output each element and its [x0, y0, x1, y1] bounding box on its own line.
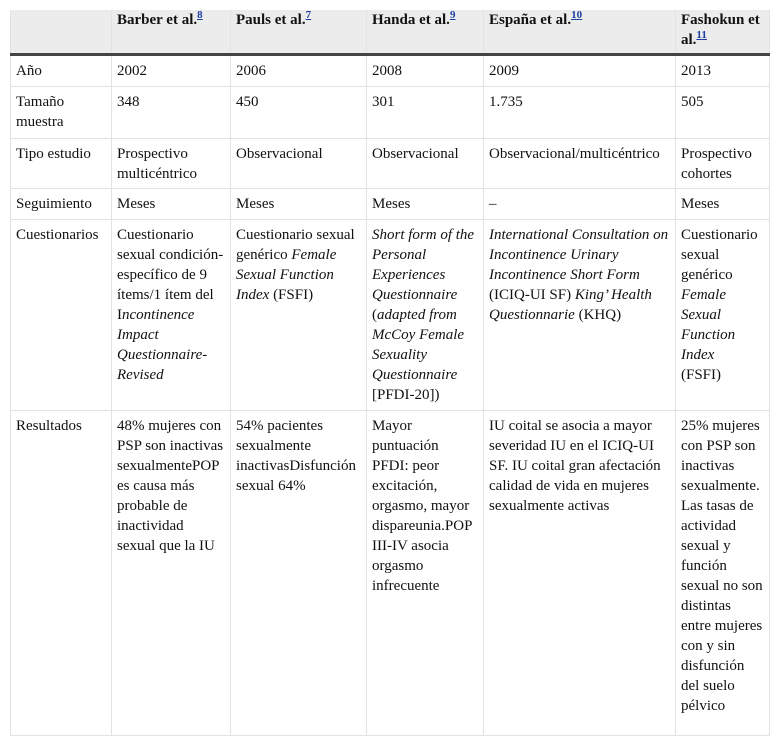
citation-link-10[interactable]: 10 [571, 9, 583, 21]
table-cell: 2013 [676, 55, 770, 87]
table-cell: – [484, 189, 676, 220]
table-cell: 505 [676, 87, 770, 139]
citation-link-7[interactable]: 7 [305, 9, 312, 21]
table-row-follow-up [11, 189, 770, 220]
table-cell: 2008 [367, 55, 484, 87]
table-row-study-type [11, 139, 770, 189]
table-cell: 2002 [112, 55, 231, 87]
table-cell: 2006 [231, 55, 367, 87]
table-cell: 54% pacientes sexualmente inactivasDisfunción sexual 64% [231, 411, 367, 736]
header-pauls [231, 10, 367, 55]
table-cell-handa: Short form of the Personal Experiences Questionnaire (adapted from McCoy Female Sexuality Questionnaire [PFDI-20]) [367, 220, 484, 411]
table-cell: Meses [112, 189, 231, 220]
header-handa [367, 10, 484, 55]
table-cell: Prospectivo multicéntrico [112, 139, 231, 189]
header-fashokun [676, 10, 770, 55]
header-label: España et al. [489, 12, 572, 28]
table-row-questionnaires [11, 220, 770, 411]
table-cell-fashokun: Cuestionario sexual genérico Female Sexual Function Index (FSFI) [676, 220, 770, 411]
header-row [11, 10, 770, 55]
citation-link-8[interactable]: 8 [197, 9, 203, 21]
table-cell: 48% mujeres con PSP son inactivas sexualmentePOP es causa más probable de inactividad sexual que la IU [112, 411, 231, 736]
table-cell-pauls: Cuestionario sexual genérico Female Sexual Function Index (FSFI) [231, 220, 367, 411]
table-cell: Meses [676, 189, 770, 220]
header-label: Handa et al. [372, 12, 450, 28]
header-label: Pauls et al. [236, 12, 306, 28]
row-label: Tamaño muestra [11, 87, 112, 139]
table-cell: 1.735 [484, 87, 676, 139]
table-row-sample-size [11, 87, 770, 139]
header-label: Barber et al. [117, 12, 198, 28]
table-cell: Observacional [367, 139, 484, 189]
row-label: Tipo estudio [11, 139, 112, 189]
table-cell: Mayor puntuación PFDI: peor excitación, orgasmo, mayor dispareunia.POP III-IV asocia orgasmo infrecuente [367, 411, 484, 736]
comparison-table [10, 10, 770, 736]
header-empty-cell [11, 10, 112, 55]
table-cell: Observacional/multicéntrico [484, 139, 676, 189]
table-cell: Prospectivo cohortes [676, 139, 770, 189]
table-cell: 2009 [484, 55, 676, 87]
table-cell-barber: Cuestionario sexual condición-específico de 9 ítems/1 ítem del Incontinence Impact Questionnaire-Revised [112, 220, 231, 411]
citation-link-11[interactable]: 11 [696, 29, 707, 41]
row-label: Resultados [11, 411, 112, 736]
header-espuna [484, 10, 676, 55]
table-cell: Observacional [231, 139, 367, 189]
table-cell-espuna: International Consultation on Incontinence Urinary Incontinence Short Form (ICIQ-UI SF) King’ Health Questionnarie (KHQ) [484, 220, 676, 411]
table-cell: 25% mujeres con PSP son inactivas sexualmente. Las tasas de actividad sexual y función sexual no son distintas entre mujeres con y sin disfunción del suelo pélvico [676, 411, 770, 736]
table-cell: 348 [112, 87, 231, 139]
header-barber [112, 10, 231, 55]
table-cell: 450 [231, 87, 367, 139]
table-cell: Meses [231, 189, 367, 220]
table-cell: Meses [367, 189, 484, 220]
table-row-year [11, 55, 770, 87]
citation-link-9[interactable]: 9 [449, 9, 456, 21]
header-label: Fashokun et al. [681, 12, 760, 48]
row-label: Seguimiento [11, 189, 112, 220]
table-cell: 301 [367, 87, 484, 139]
row-label: Cuestionarios [11, 220, 112, 411]
table-row-results [11, 411, 770, 736]
table-cell: IU coital se asocia a mayor severidad IU en el ICIQ-UI SF. IU coital gran afectación calidad de vida en mujeres sexualmente activas [484, 411, 676, 736]
row-label: Año [11, 55, 112, 87]
